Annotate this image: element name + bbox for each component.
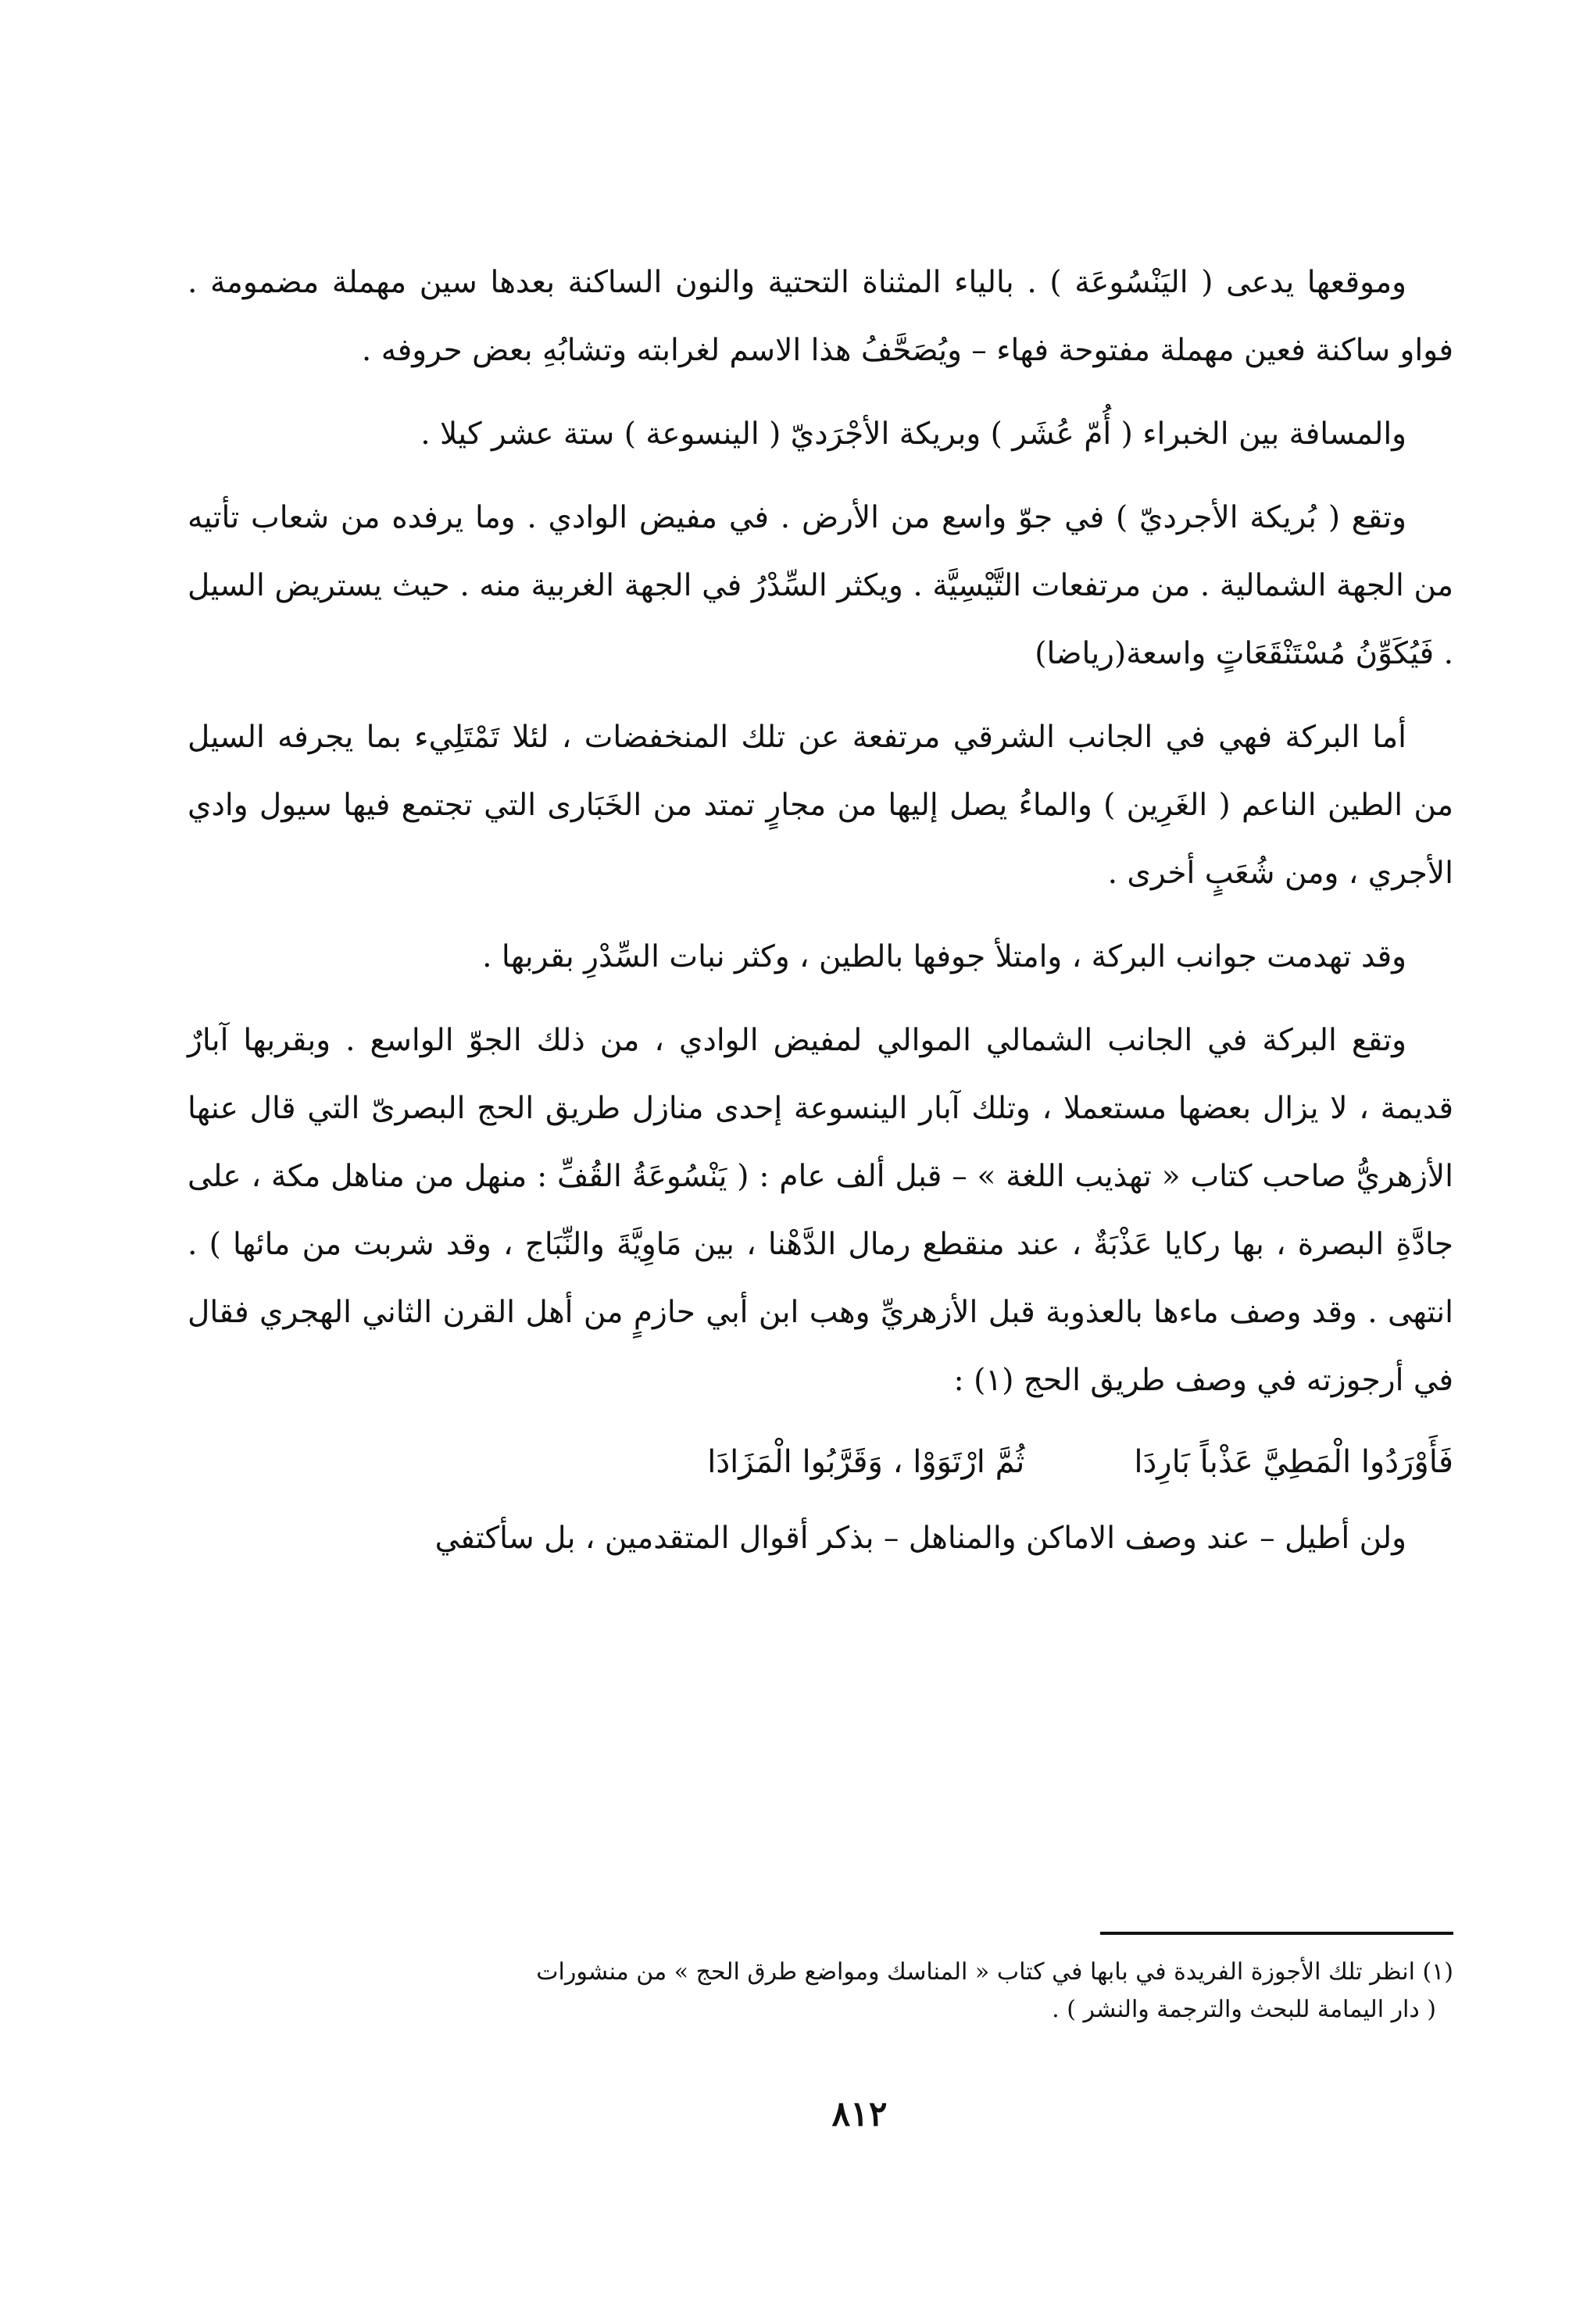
paragraph-6: وتقع البركة في الجانب الشمالي الموالي لمفيض الوادي ، من ذلك الجوّ الواسع . وبقربها آبارٌ قديمة ، لا يزال بعضها مستعملا ، وتلك آبار الينسوعة إحدى منازل طريق الحج البصرىّ التي قال عنها الأزهريُّ صاحب كتاب « تهذيب اللغة » – قبل ألف عام : ( يَنْسُوعَةُ القُفِّ : منهل من مناهل مكة ، على جادَّةِ البصرة ، بها ركايا عَذْبَةٌ ، عند منقطع رمال الدَّهْنا ، بين مَاوِيَّةَ والنِّبَاج ، وقد شربت من مائها ) . انتهى . وقد وصف ماءها بالعذوبة قبل الأزهريِّ وهب ابن أبي حازمٍ من أهل القرن الثاني الهجري فقال في أرجوزته في وصف طريق الحج (١) :: [188, 1023, 1453, 1398]
footnote-separator: [1100, 1932, 1453, 1935]
paragraph-2: والمسافة بين الخبراء ( أُمّ عُشَر ) وبريكة الأجْرَديّ ( الينسوعة ) ستة عشر كيلا .: [420, 417, 1406, 452]
closing-paragraph: ولن أطيل – عند وصف الاماكن والمناهل – بذكر أقوال المتقدمين ، بل سأكتفي: [434, 1521, 1406, 1556]
paragraph-1: وموقعها يدعى ( اليَنْسُوعَة ) . بالياء المثناة التحتية والنون الساكنة بعدها سين مهملة مضمومة . فواو ساكنة فعين مهملة مفتوحة فهاء – ويُصَحَّفُ هذا الاسم لغرابته وتشابُهِ بعض حروفه .: [188, 265, 1453, 368]
verse-second-hemistich: ثُمَّ ارْتَوَوْا ، وَقَرَّبُوا الْمَزَادَا: [707, 1444, 1025, 1480]
footnote-line-1: (١) انظر تلك الأجوزة الفريدة في بابها في كتاب « المناسك ومواضع طرق الحج » من منشورات: [536, 1958, 1453, 1986]
paragraph-5: وقد تهدمت جوانب البركة ، وامتلأ جوفها بالطين ، وكثر نبات السِّدْرِ بقربها .: [482, 939, 1406, 974]
footnote: [188, 1954, 1453, 2029]
paragraph-4: أما البركة فهي في الجانب الشرقي مرتفعة عن تلك المنخفضات ، لئلا تَمْتَلِيء بما يجرفه السيل من الطين الناعم ( الغَرِين ) والماءُ يصل إليها من مجارٍ تمتد من الخَبَارى التي تجتمع فيها سيول وادي الأجري ، ومن شُعَبٍ أخرى .: [188, 720, 1453, 891]
page-number: ٨١٢: [831, 2094, 888, 2134]
main-text: [188, 248, 1453, 1588]
verse-line: [188, 1428, 1453, 1496]
footnote-line-2: ( دار اليمامة للبحث والترجمة والنشر ) .: [1052, 1996, 1436, 2023]
verse-first-hemistich: فَأَوْرَدُوا الْمَطِيَّ عَذْباً بَارِدَا: [1134, 1444, 1453, 1480]
paragraph-3: وتقع ( بُريكة الأجرديّ ) في جوّ واسع من الأرض . في مفيض الوادي . وما يرفده من شعاب تأتيه من الجهة الشمالية . من مرتفعات التَّيْسِيَّة . ويكثر السِّدْرُ في الجهة الغربية منه . حيث يستريض السيل . فَيُكَوِّنُ مُسْتَنْقَعَاتٍ واسعة(رياضا): [188, 500, 1453, 671]
